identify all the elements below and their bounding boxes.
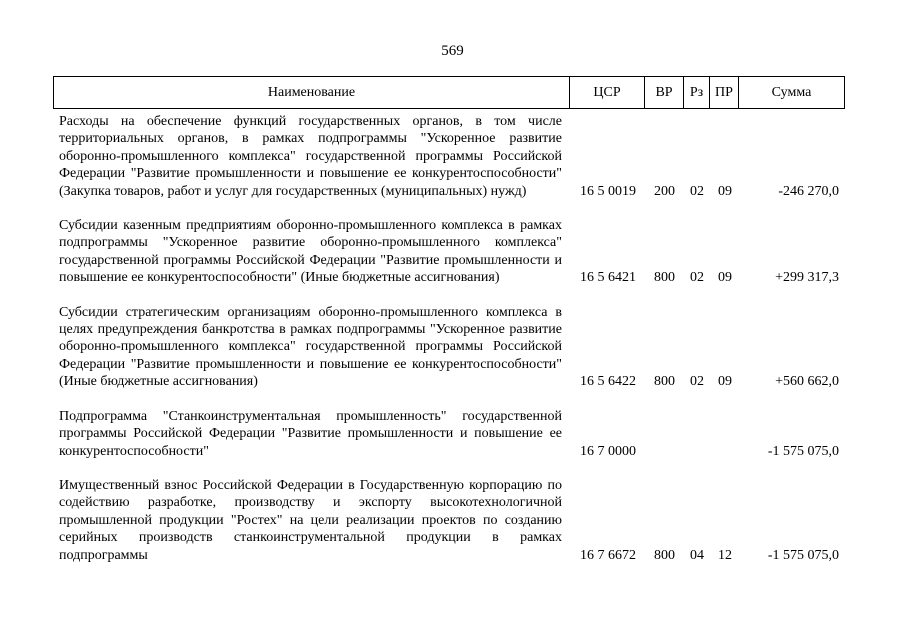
row-name: Имущественный взнос Российской Федерации в Государственную корпорацию по содействию разработке, производству и экспорту высокотехнологичной промышленной продукции "Ростех" на цели реализации проектов по созданию серийных производств станкоинструментальной продукции в рамках подпрограммы: [59, 477, 562, 563]
table-row: [0, 304, 905, 391]
row-name: Расходы на обеспечение функций государственных органов, в том числе территориальных органов, в рамках подпрограммы "Ускоренное развитие оборонно-промышленного комплекса" государственной программы Российской Федерации "Развитие промышленности и повышение ее конкурентоспособности" (Закупка товаров, работ и услуг для государственных (муниципальных) нужд): [59, 114, 562, 199]
row-sum: +299 317,3: [775, 270, 839, 286]
row-rz: 02: [690, 374, 704, 390]
row-csr: 16 7 0000: [580, 443, 636, 459]
row-csr: 16 5 0019: [580, 183, 636, 199]
row-sum: +560 662,0: [775, 374, 839, 390]
row-name: Подпрограмма "Станкоинструментальная промышленность" государственной программы Российской Федерации "Развитие промышленности и повышение ее конкурентоспособности": [59, 408, 562, 459]
row-rz: 02: [690, 270, 704, 286]
table-header: [53, 76, 845, 109]
row-sum: -1 575 075,0: [767, 547, 839, 563]
row-pr: 12: [718, 547, 732, 563]
table-body: [0, 113, 905, 581]
header-vr: ВР: [644, 77, 683, 108]
row-name: Субсидии казенным предприятиям оборонно-промышленного комплекса в рамках подпрограммы "Ускоренное развитие оборонно-промышленного комплекса" государственной программы Российской Федерации "Развитие промышленности и повышение ее конкурентоспособности" (Иные бюджетные ассигнования): [59, 218, 562, 286]
table-row: [0, 217, 905, 287]
row-pr: 09: [718, 183, 732, 199]
row-csr: 16 7 6672: [580, 547, 636, 563]
row-vr: 800: [654, 270, 675, 286]
header-csr: ЦСР: [569, 77, 644, 108]
row-pr: 09: [718, 374, 732, 390]
row-pr: 09: [718, 270, 732, 286]
row-name: Субсидии стратегическим организациям оборонно-промышленного комплекса в целях предупреждения банкротства в рамках подпрограммы "Ускоренное развитие оборонно-промышленного комплекса" государственной программы Российской Федерации "Развитие промышленности и повышение ее конкурентоспособности" (Иные бюджетные ассигнования): [59, 304, 562, 390]
header-rz: Рз: [683, 77, 709, 108]
row-csr: 16 5 6422: [580, 374, 636, 390]
row-vr: 200: [654, 183, 675, 199]
header-name: Наименование: [267, 85, 356, 100]
row-rz: 02: [690, 183, 704, 199]
table-row: [0, 477, 905, 564]
page-number: 569: [441, 43, 464, 59]
header-pr: ПР: [709, 77, 738, 108]
row-vr: 800: [654, 547, 675, 563]
row-vr: 800: [654, 374, 675, 390]
row-sum: -246 270,0: [778, 183, 839, 199]
row-csr: 16 5 6421: [580, 270, 636, 286]
table-row: [0, 113, 905, 200]
table-row: [0, 408, 905, 460]
row-sum: -1 575 075,0: [767, 443, 839, 459]
row-rz: 04: [690, 547, 704, 563]
header-sum: Сумма: [738, 77, 844, 108]
